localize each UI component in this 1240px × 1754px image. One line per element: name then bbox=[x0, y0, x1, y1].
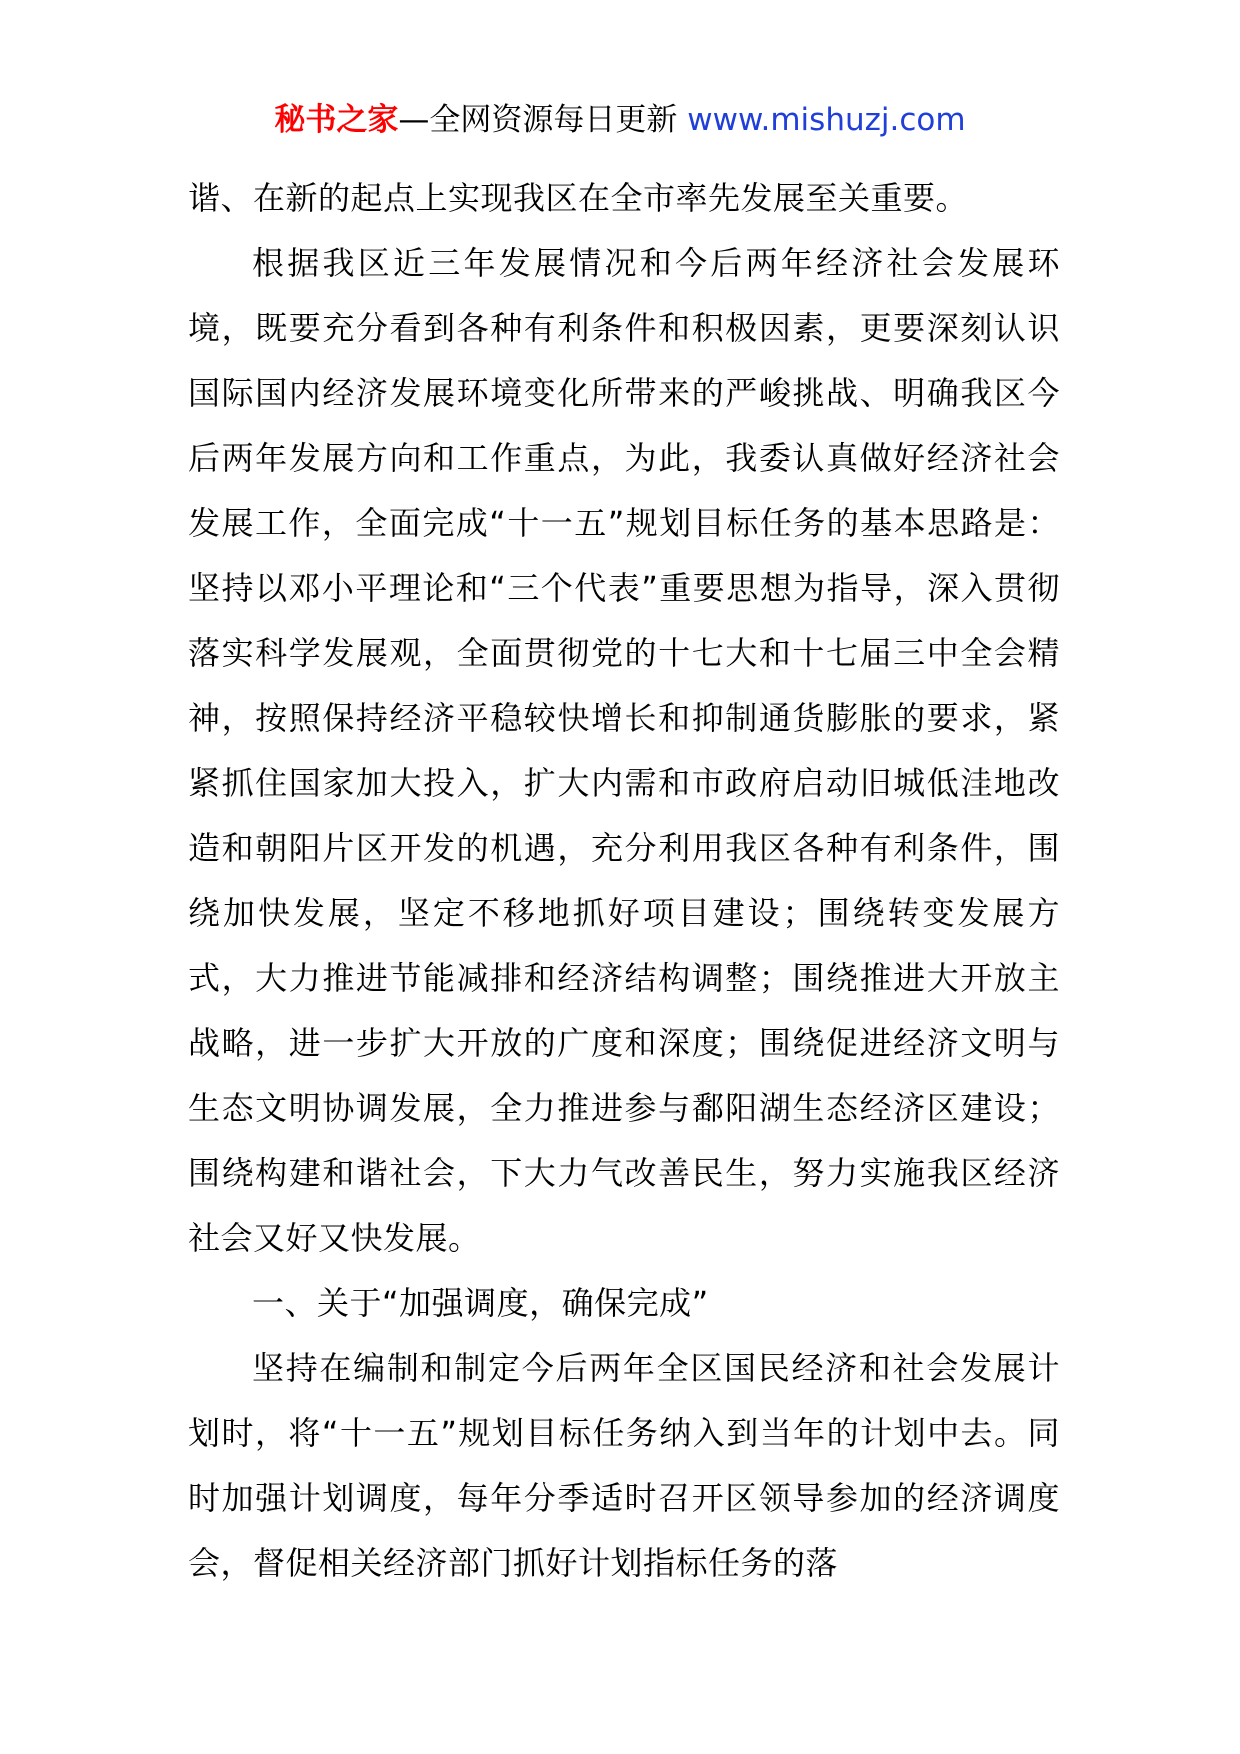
header-url[interactable]: www.mishuzj.com bbox=[687, 102, 966, 138]
page-header bbox=[0, 100, 1240, 140]
paragraph-continuation: 谐、在新的起点上实现我区在全市率先发展至关重要。 bbox=[188, 179, 969, 217]
paragraph-scheduling: 坚持在编制和制定今后两年全区国民经济和社会发展计划时，将“十一五”规划目标任务纳入到当年的计划中去。同时加强计划调度，每年分季适时召开区领导参加的经济调度会，督促相关经济部门抓好计划指标任务的落 bbox=[188, 1349, 1060, 1582]
document-body bbox=[188, 166, 1060, 1596]
paragraph-basic-approach: 根据我区近三年发展情况和今后两年经济社会发展环境，既要充分看到各种有利条件和积极因素，更要深刻认识国际国内经济发展环境变化所带来的严峻挑战、明确我区今后两年发展方向和工作重点，为此，我委认真做好经济社会发展工作，全面完成“十一五”规划目标任务的基本思路是：坚持以邓小平理论和“三个代表”重要思想为指导，深入贯彻落实科学发展观，全面贯彻党的十七大和十七届三中全会精神，按照保持经济平稳较快增长和抑制通货膨胀的要求，紧紧抓住国家加大投入，扩大内需和市政府启动旧城低洼地改造和朝阳片区开发的机遇，充分利用我区各种有利条件，围绕加快发展，坚定不移地抓好项目建设；围绕转变发展方式，大力推进节能减排和经济结构调整；围绕推进大开放主战略，进一步扩大开放的广度和深度；围绕促进经济文明与生态文明协调发展，全力推进参与鄱阳湖生态经济区建设；围绕构建和谐社会，下大力气改善民生，努力实施我区经济社会又好又快发展。 bbox=[188, 244, 1060, 1257]
brand-name: 秘书之家 bbox=[274, 102, 399, 138]
section-heading: 一、关于“加强调度，确保完成” bbox=[252, 1284, 709, 1322]
header-slogan: —全网资源每日更新 bbox=[398, 102, 688, 138]
